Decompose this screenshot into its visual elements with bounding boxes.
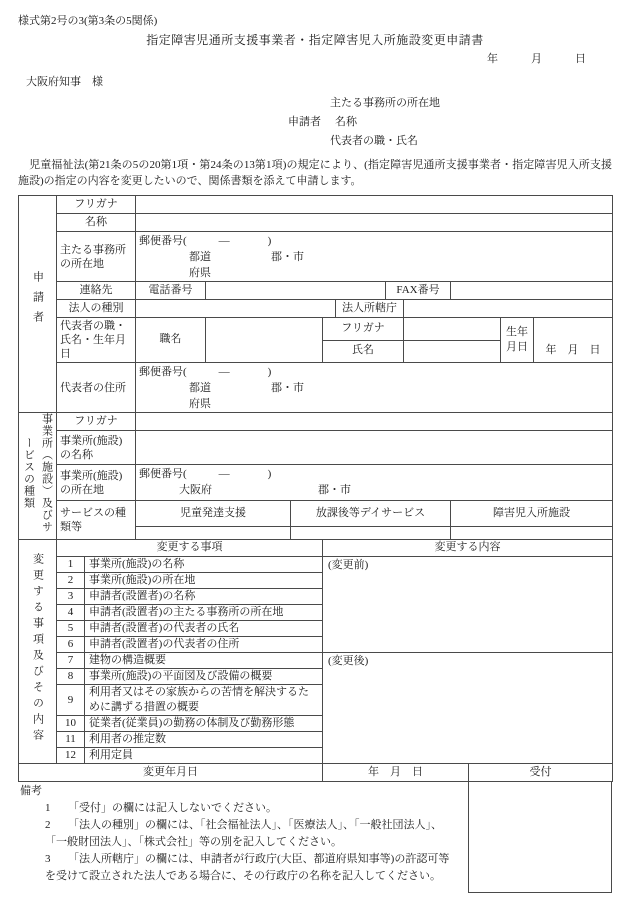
date-line: 年 月 日 — [487, 53, 586, 66]
intro-representative: 代表者の職・氏名 — [330, 135, 418, 148]
change-item-text: 利用定員 — [85, 748, 323, 764]
reception-label: 受付 — [469, 764, 613, 782]
service-type-label: サービスの種類等 — [57, 501, 136, 540]
establishment-address-value — [136, 465, 613, 501]
intro-office-address: 主たる事務所の所在地 — [330, 97, 440, 110]
form-tables — [18, 195, 612, 782]
change-item-text: 事業所(施設)の所在地 — [85, 573, 323, 589]
corp-type-value — [136, 300, 336, 318]
change-item-num: 8 — [57, 669, 85, 685]
intro-applicant-label: 申請者 — [288, 116, 321, 129]
applicant-furigana-label: フリガナ — [57, 196, 136, 214]
service-option-after-school: 放課後等デイサービス — [291, 501, 451, 527]
form-number: 様式第2号の3(第3条の5関係) — [18, 15, 158, 27]
applicant-side-label: 申請者 — [31, 271, 44, 332]
applicant-office-address-value — [136, 232, 613, 282]
applicant-name-label: 名称 — [57, 214, 136, 232]
body-paragraph: 児童福祉法(第21条の5の20第1項・第24条の13第1項)の規定により、(指定障害児通所支援事業者・指定障害児入所支援施設)の指定の内容を変更したいので、関係書類を添えて申請します。 — [18, 159, 612, 188]
change-item-text: 事業所(施設)の平面図及び設備の概要 — [85, 669, 323, 685]
intro-applicant-name — [288, 113, 612, 132]
job-title-label: 職名 — [136, 318, 206, 363]
changes-header-item: 変更する事項 — [57, 540, 323, 557]
applicant-intro-block — [288, 94, 612, 151]
service-option-child-development: 児童発達支援 — [136, 501, 291, 527]
birth-date-value: 年 月 日 — [534, 318, 613, 363]
changes-side-label: 変更する事項及びその内容 — [31, 552, 44, 745]
change-item-text: 申請者(設置者)の名称 — [85, 589, 323, 605]
change-item-num: 9 — [57, 685, 85, 716]
establishment-furigana-value — [136, 413, 613, 431]
change-item-text: 建物の構造概要 — [85, 653, 323, 669]
establishment-address-label: 事業所(施設)の所在地 — [57, 465, 136, 501]
note-item: 3 「法人所轄庁」の欄には、申請者が行政庁(大臣、都道府県知事等)の許認可等を受けて設立された法人である場合に、その行政庁の名称を記入してください。 — [45, 853, 450, 883]
corp-authority-value — [404, 300, 613, 318]
birth-date-label: 生年月日 — [501, 318, 534, 363]
service-option-residential: 障害児入所施設 — [451, 501, 613, 527]
change-item-num: 12 — [57, 748, 85, 764]
change-before-box: (変更前) — [323, 557, 613, 653]
change-item-num: 5 — [57, 621, 85, 637]
job-title-value — [206, 318, 323, 363]
corp-authority-label: 法人所轄庁 — [336, 300, 404, 318]
change-item-num: 1 — [57, 557, 85, 573]
corp-type-label: 法人の種別 — [57, 300, 136, 318]
rep-furigana-value — [404, 318, 501, 341]
change-item-num: 2 — [57, 573, 85, 589]
change-item-num: 4 — [57, 605, 85, 621]
rep-title-name-birth-label: 代表者の職・氏名・生年月日 — [57, 318, 136, 363]
contact-label: 連絡先 — [57, 282, 136, 300]
applicant-side-label-cell — [19, 196, 57, 413]
applicant-table — [18, 195, 613, 413]
change-item-text: 利用者の推定数 — [85, 732, 323, 748]
postal-code-line: 郵便番号( ― ) — [139, 235, 272, 248]
prefecture-label: 都道 府県 — [189, 382, 211, 411]
change-item-text: 申請者(設置者)の主たる事務所の所在地 — [85, 605, 323, 621]
establishment-name-value — [136, 431, 613, 465]
page-title: 指定障害児通所支援事業者・指定障害児入所施設変更申請書 — [146, 32, 484, 47]
note-item: 2 「法人の種別」の欄には、「社会福祉法人」、「医療法人」、「一般社団法人」、「一般財団法人」、「株式会社」等の別を記入してください。 — [45, 819, 442, 849]
change-item-num: 6 — [57, 637, 85, 653]
phone-value — [206, 282, 386, 300]
change-date-label: 変更年月日 — [19, 764, 323, 782]
applicant-office-address-label: 主たる事務所の所在地 — [57, 232, 136, 282]
fax-value — [451, 282, 613, 300]
change-item-num: 3 — [57, 589, 85, 605]
phone-label: 電話番号 — [136, 282, 206, 300]
rep-name-value — [404, 340, 501, 363]
establishment-side-label-cell — [19, 413, 57, 540]
reception-box — [468, 782, 612, 893]
addressee: 大阪府知事 様 — [26, 76, 103, 89]
change-item-text: 申請者(設置者)の代表者の住所 — [85, 637, 323, 653]
intro-name-label: 名称 — [335, 116, 357, 129]
change-item-text: 事業所(施設)の名称 — [85, 557, 323, 573]
changes-side-label-cell — [19, 540, 57, 764]
change-item-num: 10 — [57, 716, 85, 732]
change-item-text: 従業者(従業員)の勤務の体制及び勤務形態 — [85, 716, 323, 732]
change-item-text: 申請者(設置者)の代表者の氏名 — [85, 621, 323, 637]
service-value-1 — [136, 527, 291, 540]
prefecture-label: 大阪府 — [179, 484, 212, 497]
fax-label: FAX番号 — [386, 282, 451, 300]
address-line — [139, 249, 609, 281]
changes-header-content: 変更する内容 — [323, 540, 613, 557]
county-city-label: 郡・市 — [318, 484, 351, 497]
notes-section — [18, 782, 612, 902]
change-date-value: 年 月 日 — [323, 764, 469, 782]
applicant-name-value — [136, 214, 613, 232]
applicant-furigana-value — [136, 196, 613, 214]
prefecture-label: 都道 府県 — [189, 251, 211, 280]
change-item-text: 利用者又はその家族からの苦情を解決するために講ずる措置の概要 — [85, 685, 323, 716]
change-after-box: (変更後) — [323, 653, 613, 764]
rep-address-label: 代表者の住所 — [57, 363, 136, 413]
note-item: 1 「受付」の欄には記入しないでください。 — [45, 802, 277, 815]
change-item-num: 7 — [57, 653, 85, 669]
establishment-side-label: 事業所（施設）及びサービスの種類 — [22, 413, 53, 534]
rep-name-label: 氏名 — [323, 340, 404, 363]
address-line — [139, 380, 609, 412]
service-value-3 — [451, 527, 613, 540]
establishment-table — [18, 412, 613, 540]
establishment-furigana-label: フリガナ — [57, 413, 136, 431]
rep-address-value — [136, 363, 613, 413]
postal-code-line: 郵便番号( ― ) — [139, 468, 272, 481]
notes-title: 備考 — [20, 785, 42, 798]
establishment-name-label: 事業所(施設)の名称 — [57, 431, 136, 465]
postal-code-line: 郵便番号( ― ) — [139, 366, 272, 379]
service-value-2 — [291, 527, 451, 540]
address-line — [139, 482, 609, 498]
change-item-num: 11 — [57, 732, 85, 748]
county-city-label: 郡・市 — [271, 251, 304, 264]
changes-table — [18, 539, 613, 782]
county-city-label: 郡・市 — [271, 382, 304, 395]
rep-furigana-label: フリガナ — [323, 318, 404, 341]
